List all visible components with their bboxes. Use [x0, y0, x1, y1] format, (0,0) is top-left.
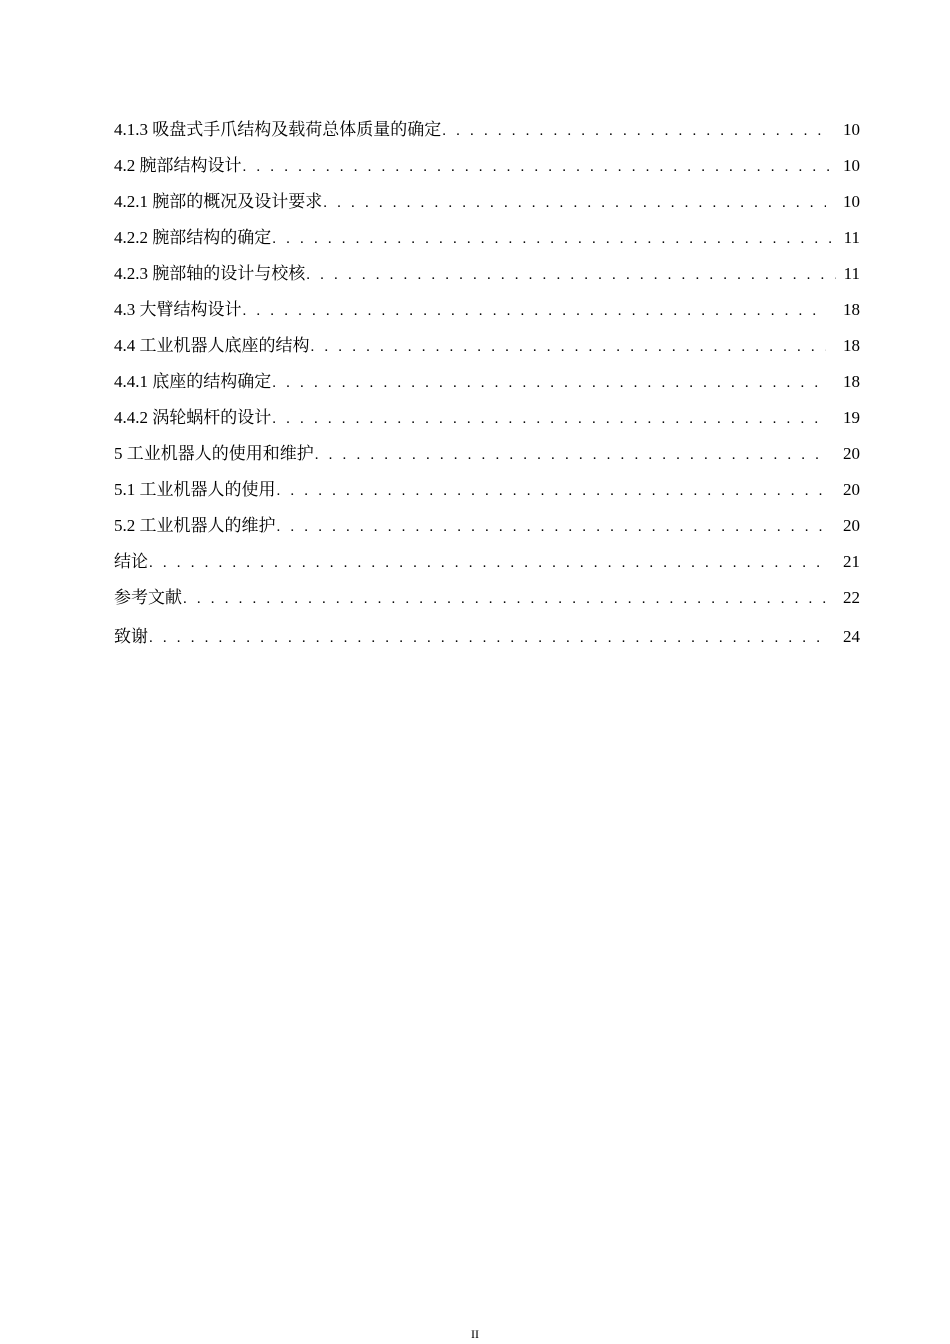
toc-dot-leader: [272, 407, 826, 431]
toc-entry[interactable]: [114, 442, 860, 478]
toc-dot-leader: [183, 587, 826, 611]
toc-dot-leader: [311, 335, 827, 359]
toc-entry-page: 24: [843, 627, 860, 646]
toc-entry-title: 参考文献: [114, 588, 182, 607]
toc-dot-leader: [243, 155, 837, 179]
toc-entry-title: 4.2.2 腕部结构的确定: [114, 228, 272, 247]
toc-entry-title: 4.1.3 吸盘式手爪结构及载荷总体质量的确定: [114, 120, 442, 139]
toc-entry-page: 11: [843, 228, 860, 247]
toc-entry-title: 5.1 工业机器人的使用: [114, 480, 276, 499]
table-of-contents: [114, 118, 860, 661]
toc-entry[interactable]: [114, 550, 860, 586]
toc-entry-title: 4.4.1 底座的结构确定: [114, 372, 272, 391]
toc-entry-title: 4.3 大臂结构设计: [114, 300, 242, 319]
toc-entry[interactable]: [114, 625, 860, 661]
toc-entry[interactable]: [114, 190, 860, 226]
toc-entry-page: 10: [843, 120, 860, 139]
toc-entry[interactable]: [114, 154, 860, 190]
toc-dot-leader: [277, 479, 827, 503]
toc-entry-page: 11: [843, 264, 860, 283]
toc-entry-title: 4.2.3 腕部轴的设计与校核: [114, 264, 306, 283]
toc-entry[interactable]: [114, 586, 860, 622]
toc-entry-title: 4.4.2 涡轮蜗杆的设计: [114, 408, 272, 427]
toc-dot-leader: [323, 191, 826, 215]
toc-dot-leader: [442, 119, 826, 143]
toc-dot-leader: [272, 371, 826, 395]
toc-dot-leader: [277, 515, 827, 539]
toc-dot-leader: [243, 299, 827, 323]
toc-entry[interactable]: [114, 334, 860, 370]
toc-entry-title: 5 工业机器人的使用和维护: [114, 444, 314, 463]
toc-entry[interactable]: [114, 118, 860, 154]
toc-entry-page: 20: [843, 444, 860, 463]
toc-entry-title: 5.2 工业机器人的维护: [114, 516, 276, 535]
toc-entry-page: 20: [843, 516, 860, 535]
toc-entry-page: 18: [843, 372, 860, 391]
toc-entry-title: 致谢: [114, 627, 148, 646]
toc-dot-leader: [306, 263, 836, 287]
toc-entry-page: 10: [843, 192, 860, 211]
toc-entry-page: 19: [843, 408, 860, 427]
toc-entry[interactable]: [114, 226, 860, 262]
toc-entry-page: 18: [843, 336, 860, 355]
toc-dot-leader: [315, 443, 826, 467]
toc-entry[interactable]: [114, 514, 860, 550]
toc-entry-title: 结论: [114, 552, 148, 571]
toc-entry[interactable]: [114, 298, 860, 334]
toc-entry-title: 4.2 腕部结构设计: [114, 156, 242, 175]
toc-dot-leader: [149, 626, 826, 650]
toc-entry-title: 4.4 工业机器人底座的结构: [114, 336, 310, 355]
toc-entry[interactable]: [114, 370, 860, 406]
toc-entry-page: 10: [843, 156, 860, 175]
toc-entry-page: 20: [843, 480, 860, 499]
page-number: II: [471, 1327, 479, 1341]
toc-entry[interactable]: [114, 406, 860, 442]
toc-entry[interactable]: [114, 478, 860, 514]
toc-entry-page: 21: [843, 552, 860, 571]
toc-dot-leader: [272, 227, 836, 251]
toc-entry-title: 4.2.1 腕部的概况及设计要求: [114, 192, 323, 211]
toc-entry-page: 18: [843, 300, 860, 319]
toc-entry[interactable]: [114, 262, 860, 298]
toc-dot-leader: [149, 551, 826, 575]
toc-entry-page: 22: [843, 588, 860, 607]
